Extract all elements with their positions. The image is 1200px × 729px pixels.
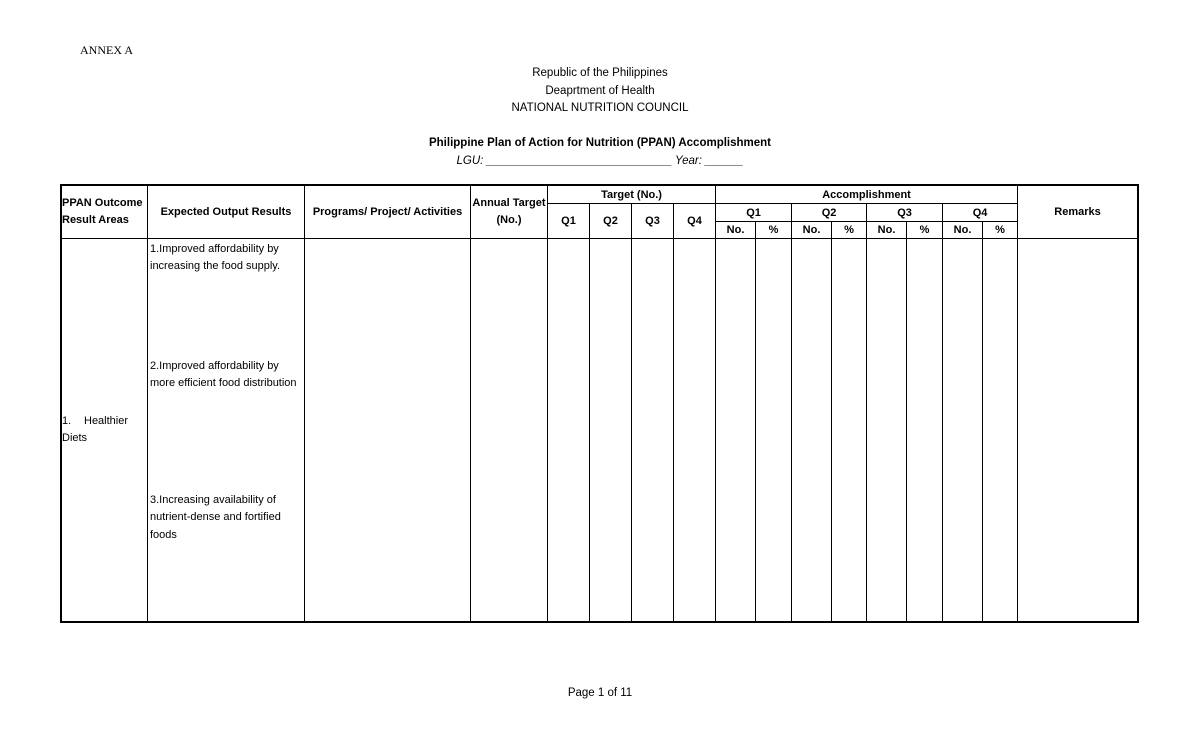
target-q4-cell xyxy=(674,239,716,622)
acc-q1-pct-cell xyxy=(756,239,792,622)
accomplishment-header: Accomplishment xyxy=(716,186,1018,204)
ppan-accomplishment-table xyxy=(61,185,1138,622)
acc-q2-no-cell xyxy=(792,239,832,622)
q2-no-header: No. xyxy=(792,222,832,239)
acc-q3-pct-cell xyxy=(907,239,943,622)
outcome-number: 1. xyxy=(62,414,72,427)
target-q1-cell xyxy=(548,239,590,622)
q4-no-header: No. xyxy=(943,222,983,239)
programs-cell xyxy=(305,239,471,622)
target-q3-cell xyxy=(632,239,674,622)
target-q3: Q3 xyxy=(632,204,674,239)
page-number: Page 1 of 11 xyxy=(567,687,633,699)
acc-q1-no-cell xyxy=(716,239,756,622)
annual-target-header xyxy=(471,186,548,239)
q4-pct-header: % xyxy=(983,222,1018,239)
remarks-header: Remarks xyxy=(1018,186,1138,239)
outcome-header-line2: Result Areas xyxy=(62,214,129,226)
expected-output-cell xyxy=(148,239,305,622)
acc-q4-pct-cell xyxy=(983,239,1018,622)
q1-no-header: No. xyxy=(716,222,756,239)
form-title: Philippine Plan of Action for Nutrition (PPAN) Accomplishment xyxy=(428,137,772,149)
outcome-header-line1: PPAN Outcome xyxy=(62,197,143,209)
target-q2-cell xyxy=(590,239,632,622)
expected-output-1: 1.Improved affordability by increasing the food supply. xyxy=(150,242,281,272)
q3-pct-header: % xyxy=(907,222,943,239)
annex-label: ANNEX A xyxy=(80,43,133,57)
acc-q2-pct-cell xyxy=(832,239,867,622)
target-header: Target (No.) xyxy=(548,186,716,204)
acc-q3-no-cell xyxy=(867,239,907,622)
q3-no-header: No. xyxy=(867,222,907,239)
outcome-cell xyxy=(62,239,148,622)
accomplishment-q4: Q4 xyxy=(943,204,1018,222)
target-q1: Q1 xyxy=(548,204,590,239)
expected-output-header: Expected Output Results xyxy=(148,186,305,239)
expected-output-3: 3.Increasing availability of nutrient-dense and fortified foods xyxy=(150,493,281,541)
outcome-text: Healthier Diets xyxy=(62,414,129,444)
annual-target-line2: (No.) xyxy=(496,214,522,226)
annual-target-line1: Annual Target xyxy=(472,197,546,209)
target-q4: Q4 xyxy=(674,204,716,239)
target-q2: Q2 xyxy=(590,204,632,239)
accomplishment-q2: Q2 xyxy=(792,204,867,222)
council-line: NATIONAL NUTRITION COUNCIL xyxy=(511,102,689,114)
lgu-year-line: LGU: _____________________________ Year: ______ xyxy=(456,155,744,167)
remarks-cell xyxy=(1018,239,1138,622)
acc-q4-no-cell xyxy=(943,239,983,622)
programs-header: Programs/ Project/ Activities xyxy=(305,186,471,239)
table-row xyxy=(62,239,1138,622)
expected-output-2: 2.Improved affordability by more efficient food distribution xyxy=(150,359,297,389)
accomplishment-q3: Q3 xyxy=(867,204,943,222)
q2-pct-header: % xyxy=(832,222,867,239)
outcome-header xyxy=(62,186,148,239)
republic-line: Republic of the Philippines xyxy=(532,67,668,79)
department-line: Deaprtment of Health xyxy=(545,85,655,97)
annual-target-cell xyxy=(471,239,548,622)
accomplishment-q1: Q1 xyxy=(716,204,792,222)
q1-pct-header: % xyxy=(756,222,792,239)
